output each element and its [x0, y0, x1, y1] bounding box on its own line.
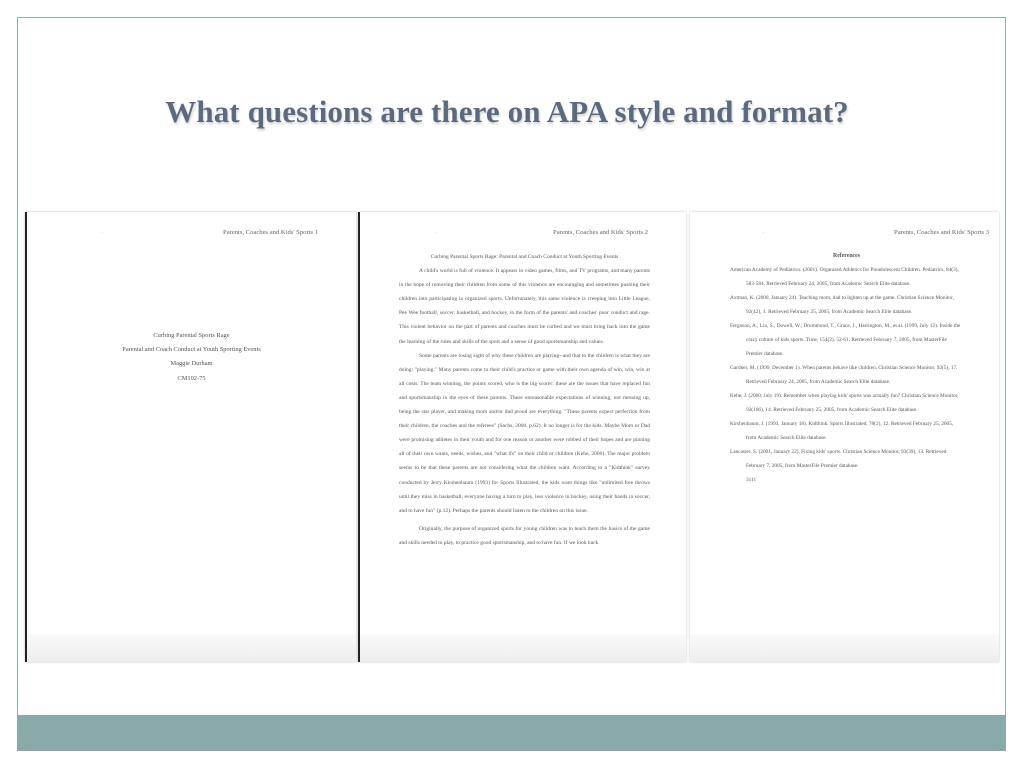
body-paragraph: A child's world is full of violence. It appears in video games, films, and TV programs, and many parents in the hope of removing their children from some of this violence are encouraging and sometimes pushing their children into participating in organized sports. Unfortunately, this same violence is creeping into Little League, Pee Wee football, soccer, basketball, and hockey, in the form of the parents' and coaches' poor conduct and rage. This violent behavior on the part of parents and coaches must be curbed and we must bring back into the game the learning of the rules and skills of the sport and a sense of good sportsmanship and values. — [399, 268, 650, 345]
body-title: Curbing Parental Sports Rage: Parental and Coach Conduct at Youth Sporting Events — [430, 254, 619, 260]
apa-references-page — [690, 212, 999, 662]
title-page-block — [27, 329, 356, 386]
reference-entry: Ferguson, A., Liu, S., Dowell, W., Drummond, T., Grace, J., Harrington, M., et.al. (1999, July 12). Inside the crazy culture of kids sports. Time, 154(2), 52-61. Retrieved February 7, 2005, from MasterFile Premier database. — [730, 323, 961, 357]
course-code: CM102-75 — [177, 374, 206, 382]
running-head: Parents, Coaches and Kids' Sports 2 — [553, 229, 648, 236]
scan-speck: · — [101, 230, 103, 236]
reference-entry: Gardner, M. (1999, December 1). When parents behave like children. Christian Science Monitor, 92(5), 17. Retrieved February 24, 2005, from Academic Search Elite database. — [730, 365, 958, 385]
reference-entry: Lancaster, S. (2001, January 22). Fixing kids' sports. Christian Science Monitor, 93(39), 13. Retrieved February 7, 2005, from MasterFile Premier database. — [730, 449, 947, 469]
reference-entry: American Academy of Pediatrics. (2001). Organized Athletics for Preadolescent Children. Pediatrics, 84(3), 583-584. Retrieved February 24, 2005, from Academic Search Elite database. — [730, 267, 959, 287]
page-edge — [690, 634, 999, 662]
author-name: Maggie Durham — [170, 360, 213, 368]
references-list — [730, 249, 963, 487]
paper-subtitle: Parental and Coach Conduct at Youth Sporting Events — [122, 346, 261, 354]
body-paragraph: Some parents are losing sight of why these children are playing--and that to the children is what they are doing: "playing." Many parents come to their child's practice or game with their own agenda of win, win, win at all costs. The team winning, the points scored, who is the big scorer: these are the issues that have replaced fun and sportsmanship in the eyes of these parents. These unreasonable expectations of winning, not messing up, being the star player, and making mom and/or dad proud are everything. "These parents expect perfection from their children, the coaches and the referees" (Sachs, 2000, p.62). It no longer is for the kids. Maybe Mom or Dad were promising athletes in their youth and for one reason or another were robbed of their hopes and are pinning all of their own wants, needs, wishes, and "what ifs" on their child or children (Kehe, 2000). The major problem seems to be that these parents are not considering what the children want. According to a "Kidthink" survey conducted by Jerry Kirshenbaum (1993) for Sports Illustrated, the kids want things like "unlimited free throws until they miss in basketball, everyone having a turn to play, less violence in hockey, using their hands in soccer, and to have fun" (p.12). Perhaps the parents should listen to the children on this issue. — [399, 352, 650, 514]
page-number-note: 3111 — [746, 477, 757, 483]
reference-entry: Axtman, K. (2000, January 24). Teaching mom, dad to lighten up at the game. Christian Science Monitor, 92(42), 1. Retrieved February 25, 2005, from Academic Search Elite database. — [730, 295, 954, 315]
running-head: Parents, Coaches and Kids' Sports 3 — [894, 229, 989, 236]
body-paragraph: Originally, the purpose of organized sports for young children was to teach them the basics of the game and skills needed to play, to practice good sportsmanship, and to have fun. If we look back — [399, 525, 650, 546]
paper-title: Curbing Parental Sports Rage — [153, 332, 230, 339]
page-edge — [27, 634, 356, 662]
running-head: Parents, Coaches and Kids' Sports 1 — [223, 229, 318, 236]
page-edge — [360, 634, 686, 662]
footer-bar — [17, 715, 1006, 751]
slide-title: What questions are there on APA style and format? — [165, 94, 849, 129]
scan-speck: · — [762, 230, 764, 236]
reference-entry: Kirshenbaum, J. (1993, January 18). Kidthink. Sports Illustrated, 78(2), 12. Retrieved February 25, 2005, from Academic Search Elite database. — [730, 421, 954, 441]
reference-entry: Kehe, J. (2000, July 19). Remember when playing kids' sports was actually fun? Christian Science Monitor, 92(166), 14. Retrieved February 25, 2005, from Academic Search Elite database. — [730, 393, 959, 413]
body-text — [399, 250, 650, 550]
scan-speck: · — [435, 230, 437, 236]
references-heading: References — [833, 253, 860, 259]
apa-title-page — [25, 212, 356, 662]
apa-body-page — [358, 212, 686, 662]
